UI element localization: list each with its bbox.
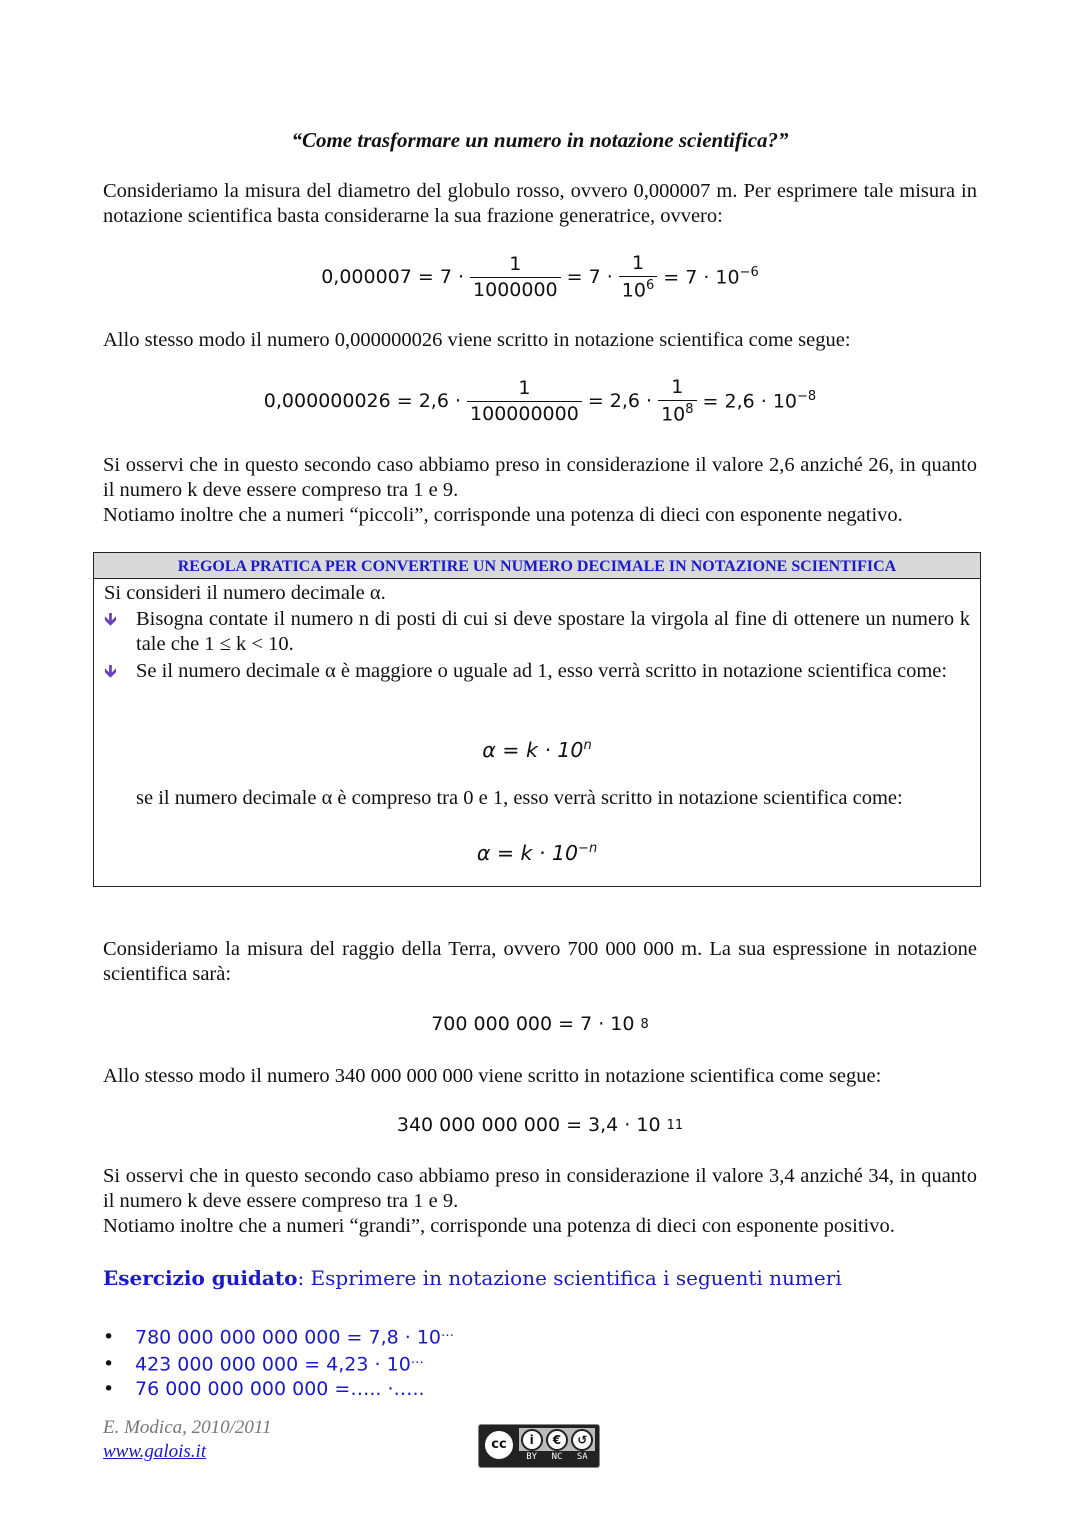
paragraph: Si osservi che in questo secondo caso abbiamo preso in considerazione il valore 3,4 anziché 34, in quanto il numero k deve essere compreso tra 1 e 9. <box>103 1165 977 1212</box>
cc-icon: cc <box>483 1429 515 1461</box>
footer-author: E. Modica, 2010/2011 <box>103 1417 272 1438</box>
fraction: $\frac{1}{10^6}$ <box>619 252 657 301</box>
equation-2 <box>0 376 1080 425</box>
eq-text: = $2,6 \cdot 10^{-8}$ <box>702 389 817 413</box>
sa-icon: ↺ <box>571 1429 593 1451</box>
equation-4: 340 000 000 000 = 3,4 · 10 11 <box>396 1114 684 1136</box>
fraction: $\frac{1}{100000000}$ <box>467 377 582 425</box>
fraction: $\frac{1}{1000000}$ <box>470 253 561 301</box>
paragraph: Notiamo inoltre che a numeri “piccoli”, corrisponde una potenza di dieci con esponente negativo. <box>103 504 903 526</box>
exercise-item: • 76 000 000 000 000 =….. ·….. <box>103 1378 425 1400</box>
exercise-item: • 423 000 000 000 = 4,23 · 10… <box>103 1352 424 1376</box>
fraction: $\frac{1}{10^8}$ <box>658 376 696 425</box>
eq-text: = 7 · <box>566 265 613 288</box>
equation-1 <box>0 252 1080 301</box>
paragraph: Consideriamo la misura del raggio della Terra, ovvero 700 000 000 m. La sua espressione in notazione scientifica sarà: <box>103 938 977 985</box>
rule-equation-positive: $\alpha = k \cdot 10^n$ <box>482 737 592 762</box>
section-title: “Come trasformare un numero in notazione scientifica?” <box>291 128 789 152</box>
rule-equation-negative: $\alpha = k \cdot 10^{-n}$ <box>476 840 598 865</box>
rule-bullet: Bisogna contate il numero n di posti di cui si deve spostare la virgola al fine di ottenere un numero k tale che 1 ≤ k < 10. <box>136 608 970 655</box>
rule-heading: REGOLA PRATICA PER CONVERTIRE UN NUMERO DECIMALE IN NOTAZIONE SCIENTIFICA <box>94 553 980 579</box>
exercise-heading: Esercizio guidato: Esprimere in notazione scientifica i seguenti numeri <box>103 1266 842 1290</box>
paragraph: Allo stesso modo il numero 0,000000026 viene scritto in notazione scientifica come segue: <box>103 329 851 351</box>
exercise-item: • 780 000 000 000 000 = 7,8 · 10… <box>103 1325 454 1349</box>
rule-box <box>93 552 981 887</box>
cc-license-badge <box>478 1424 600 1468</box>
paragraph: Notiamo inoltre che a numeri “grandi”, corrisponde una potenza di dieci con esponente positivo. <box>103 1215 895 1237</box>
paragraph: Si osservi che in questo secondo caso abbiamo preso in considerazione il valore 2,6 anziché 26, in quanto il numero k deve essere compreso tra 1 e 9. <box>103 454 977 501</box>
rule-bullet: Se il numero decimale α è maggiore o uguale ad 1, esso verrà scritto in notazione scientifica come: <box>136 660 948 682</box>
arrow-down-icon: 🡻 <box>104 609 117 629</box>
eq-text: 0,000000026 = 2,6 · <box>263 389 462 412</box>
footer-link[interactable]: www.galois.it <box>103 1441 207 1462</box>
eq-text: = $7 \cdot 10^{-6}$ <box>663 265 759 289</box>
nc-label: NC <box>551 1452 563 1462</box>
paragraph: Consideriamo la misura del diametro del globulo rosso, ovvero 0,000007 m. Per esprimere tale misura in notazione scientifica basta considerarne la sua frazione generatrice, ovvero: <box>103 180 977 227</box>
rule-bullet: se il numero decimale α è compreso tra 0 e 1, esso verrà scritto in notazione scientifica come: <box>136 787 903 809</box>
by-label: BY <box>526 1452 538 1462</box>
by-icon: i <box>521 1429 543 1451</box>
eq-text: = 2,6 · <box>587 389 653 412</box>
sa-label: SA <box>576 1452 588 1462</box>
eq-text: 0,000007 = 7 · <box>321 265 465 288</box>
paragraph: Allo stesso modo il numero 340 000 000 000 viene scritto in notazione scientifica come segue: <box>103 1065 882 1087</box>
equation-3: 700 000 000 = 7 · 10 8 <box>431 1013 649 1035</box>
nc-icon: € <box>546 1429 568 1451</box>
arrow-down-icon: 🡻 <box>104 661 117 681</box>
rule-intro: Si consideri il numero decimale α. <box>104 582 386 604</box>
